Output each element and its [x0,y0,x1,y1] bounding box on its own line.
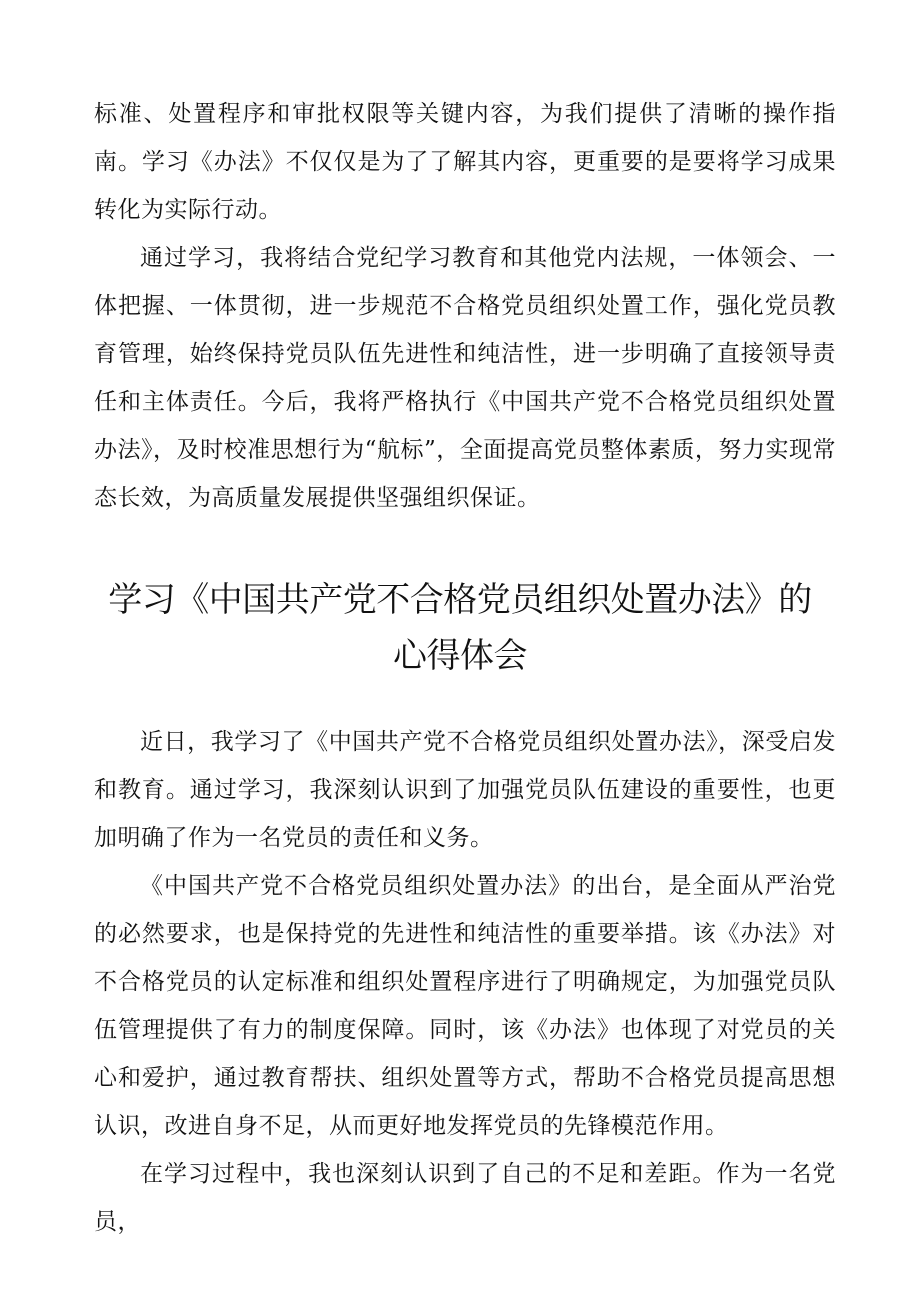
article-title [60,572,860,684]
article-title-line-2: 心得体会 [393,636,527,676]
paragraph-self-reflection: 在学习过程中，我也深刻认识到了自己的不足和差距。作为一名党员， [94,1161,836,1235]
paragraph-continuation: 标准、处置程序和审批权限等关键内容，为我们提供了清晰的操作指南。学习《办法》不仅仅是为了了解其内容，更重要的是要将学习成果转化为实际行动。 [94,101,836,223]
paragraph-regulation-significance: 《中国共产党不合格党员组织处置办法》的出台，是全面从严治党的必然要求，也是保持党的先进性和纯洁性的重要举措。该《办法》对不合格党员的认定标准和组织处置程序进行了明确规定，为加强党员队伍管理提供了有力的制度保障。同时，该《办法》也体现了对党员的关心和爱护，通过教育帮扶、组织处置等方式，帮助不合格党员提高思想认识，改进自身不足，从而更好地发挥党员的先锋模范作用。 [94,873,836,1139]
paragraph-intro: 近日，我学习了《中国共产党不合格党员组织处置办法》，深受启发和教育。通过学习，我深刻认识到了加强党员队伍建设的重要性，也更加明确了作为一名党员的责任和义务。 [94,729,836,851]
paragraph-study-commitment: 通过学习，我将结合党纪学习教育和其他党内法规，一体领会、一体把握、一体贯彻，进一步规范不合格党员组织处置工作，强化党员教育管理，始终保持党员队伍先进性和纯洁性，进一步明确了直接领导责任和主体责任。今后，我将严格执行《中国共产党不合格党员组织处置办法》，及时校准思想行为“航标”，全面提高党员整体素质，努力实现常态长效，为高质量发展提供坚强组织保证。 [94,245,836,511]
article-title-line-1: 学习《中国共产党不合格党员组织处置办法》的 [108,580,812,620]
